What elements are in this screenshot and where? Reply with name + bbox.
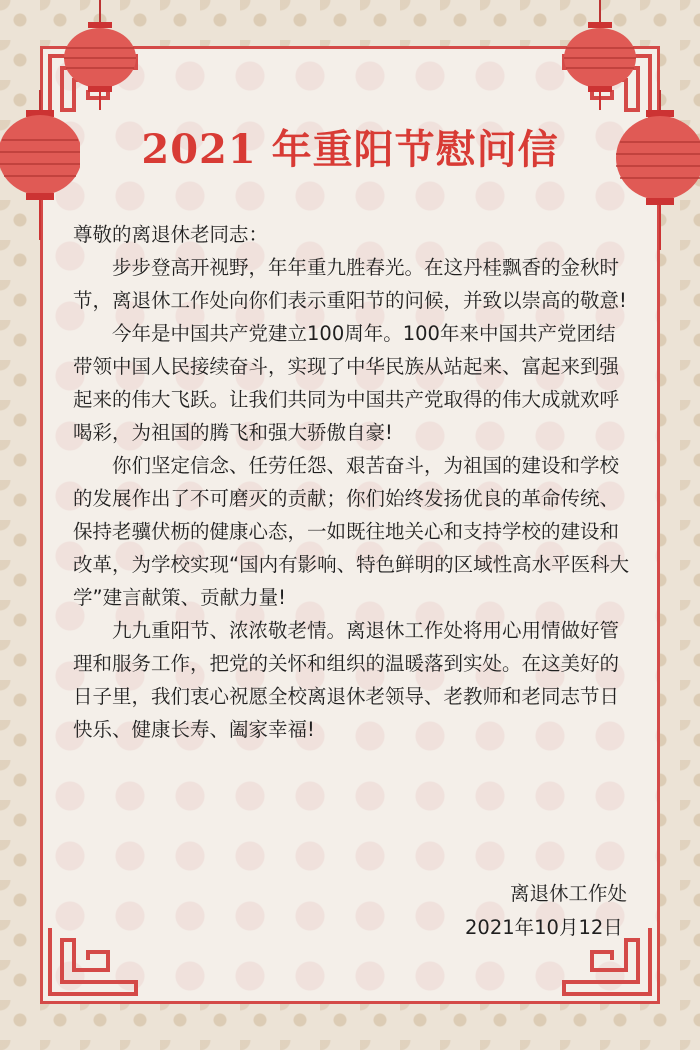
- salutation: 尊敬的离退休老同志：: [73, 223, 269, 246]
- paragraph-1: 步步登高开视野，年年重九胜春光。在这丹桂飘香的金秋时节，离退休工作处向你们表示重阳节的问候，并致以崇高的敬意!: [73, 256, 627, 312]
- letter-title: 2021 年重阳节慰问信: [141, 126, 559, 173]
- paragraph-2: 今年是中国共产党建立100周年。100年来中国共产党团结带领中国人民接续奋斗，实现了中华民族从站起来、富起来到强起来的伟大飞跃。让我们共同为中国共产党取得的伟大成就欢呼喝彩，为祖国的腾飞和强大骄傲自豪!: [73, 322, 620, 444]
- paragraph-3: 你们坚定信念、任劳任怨、艰苦奋斗，为祖国的建设和学校的发展作出了不可磨灭的贡献；你们始终发扬优良的革命传统、保持老骥伏枥的健康心态，一如既往地关心和支持学校的建设和改革，为学校实现“国内有影响、特色鲜明的区域性高水平医科大学”建言献策、贡献力量!: [73, 454, 630, 609]
- letter-body: [73, 218, 633, 746]
- letter-date: 2021年10月12日: [465, 916, 623, 939]
- signature: 离退休工作处: [510, 882, 628, 905]
- paragraph-4: 九九重阳节、浓浓敬老情。离退休工作处将用心用情做好管理和服务工作，把党的关怀和组织的温暖落到实处。在这美好的日子里，我们衷心祝愿全校离退休老领导、老教师和老同志节日快乐、健康长寿、阖家幸福!: [73, 619, 620, 741]
